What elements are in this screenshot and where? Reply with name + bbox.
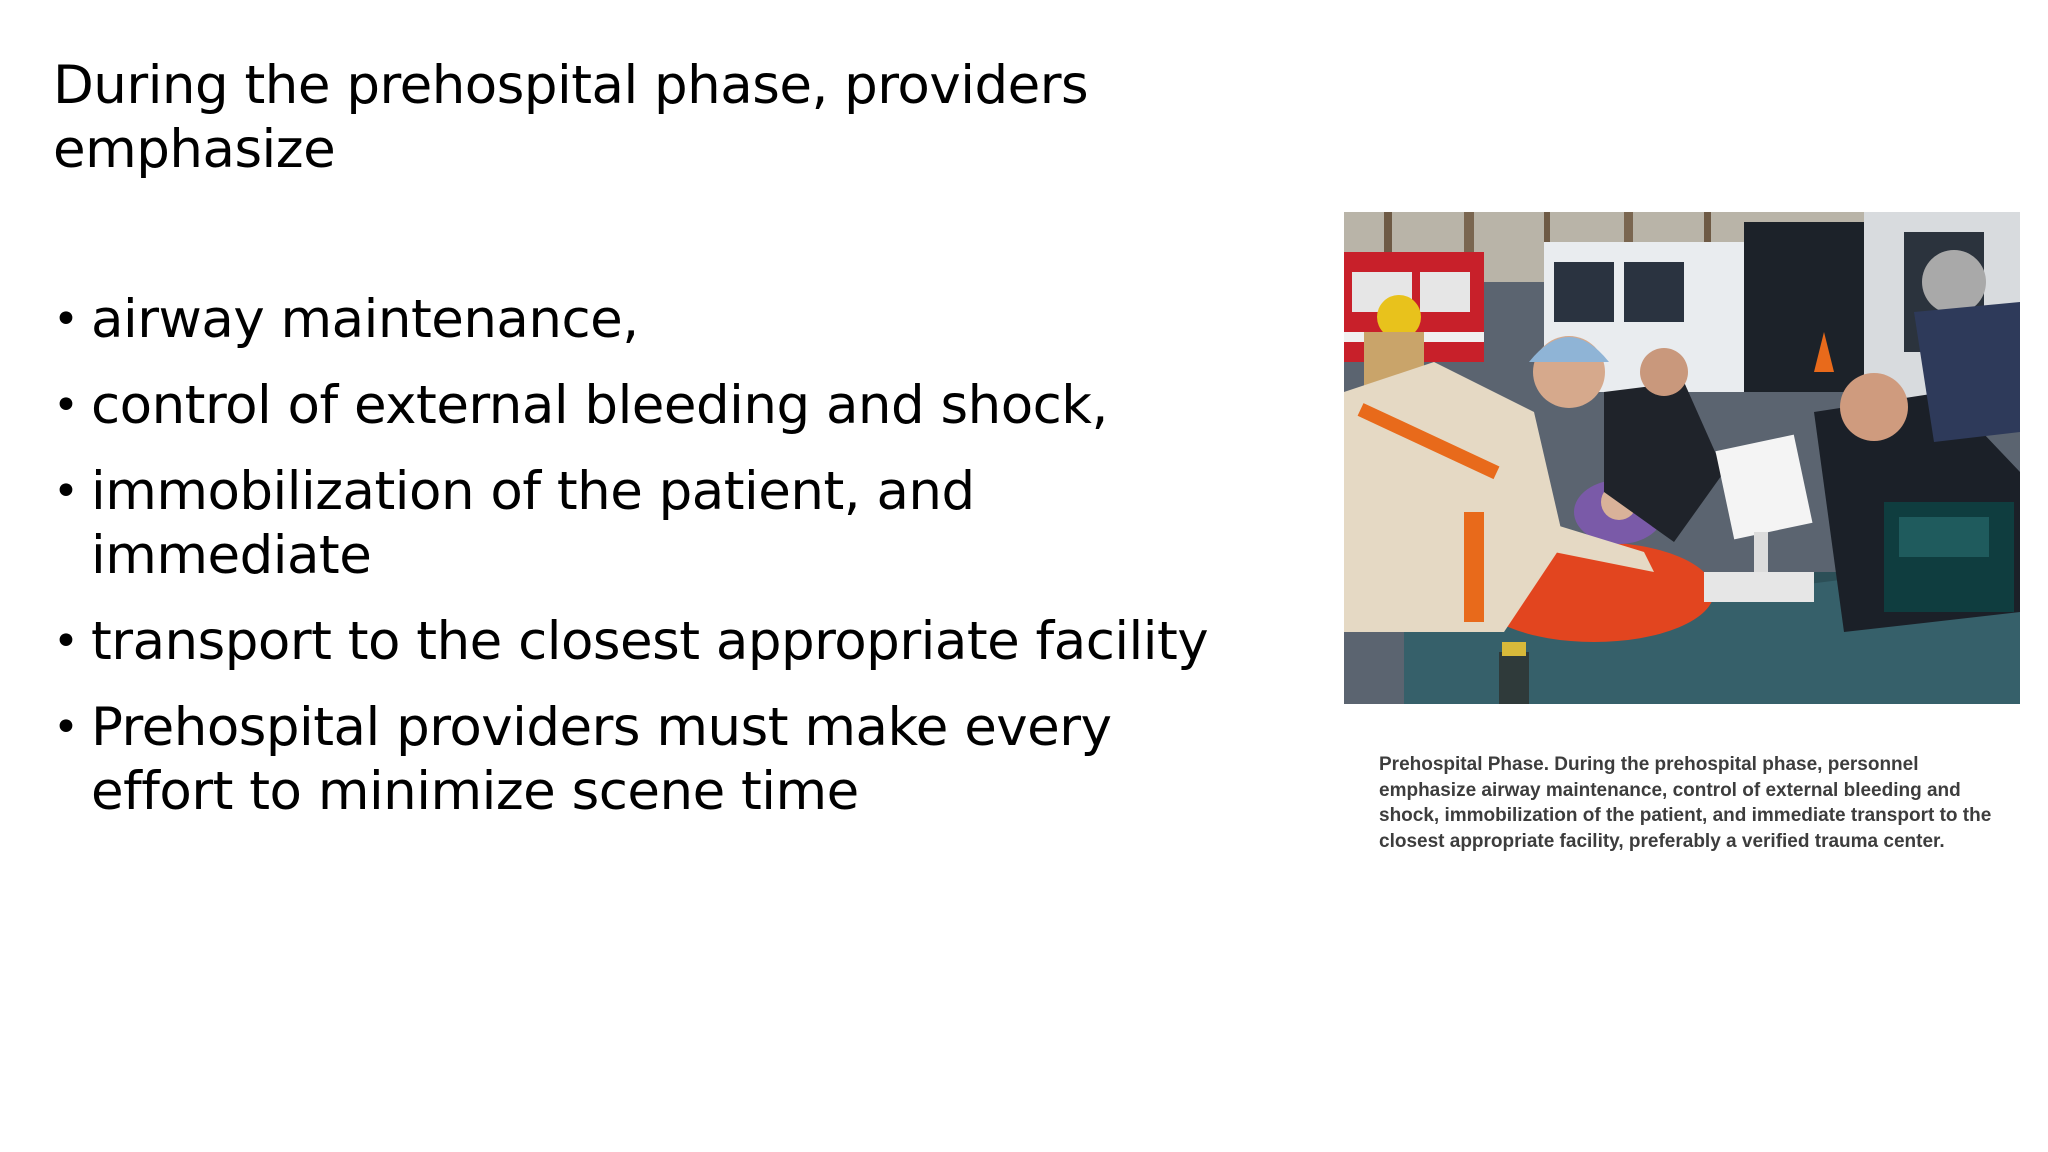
bullet-text: airway maintenance, [91,289,639,350]
bullet-item [53,374,1253,438]
photo-caption: Prehospital Phase. During the prehospital phase, personnel emphasize airway maintenance, control of external bleeding and shock, immobilization of the patient, and immediate transport to the closest appropriate facility, preferably a verified trauma center. [1379,754,1992,852]
bullet-text: transport to the closest appropriate facility [91,611,1209,672]
bullet-marker: • [53,294,79,345]
bullet-text: immobilization of the patient, and immediate [91,461,975,586]
bullet-item [53,610,1253,674]
prehospital-photo-illustration [1344,212,2020,704]
bullet-marker: • [53,616,79,667]
prehospital-photo [1344,212,2020,704]
bullet-marker: • [53,702,79,753]
bullet-marker: • [53,380,79,431]
bullet-item [53,696,1253,824]
bullet-item [53,460,1253,588]
bullet-marker: • [53,466,79,517]
bullet-text: control of external bleeding and shock, [91,375,1108,436]
bullet-item [53,288,1253,352]
bullet-text: Prehospital providers must make every effort to minimize scene time [91,697,1112,822]
bullet-list [53,288,1253,846]
slide-title: During the prehospital phase, providers emphasize [53,55,1089,180]
